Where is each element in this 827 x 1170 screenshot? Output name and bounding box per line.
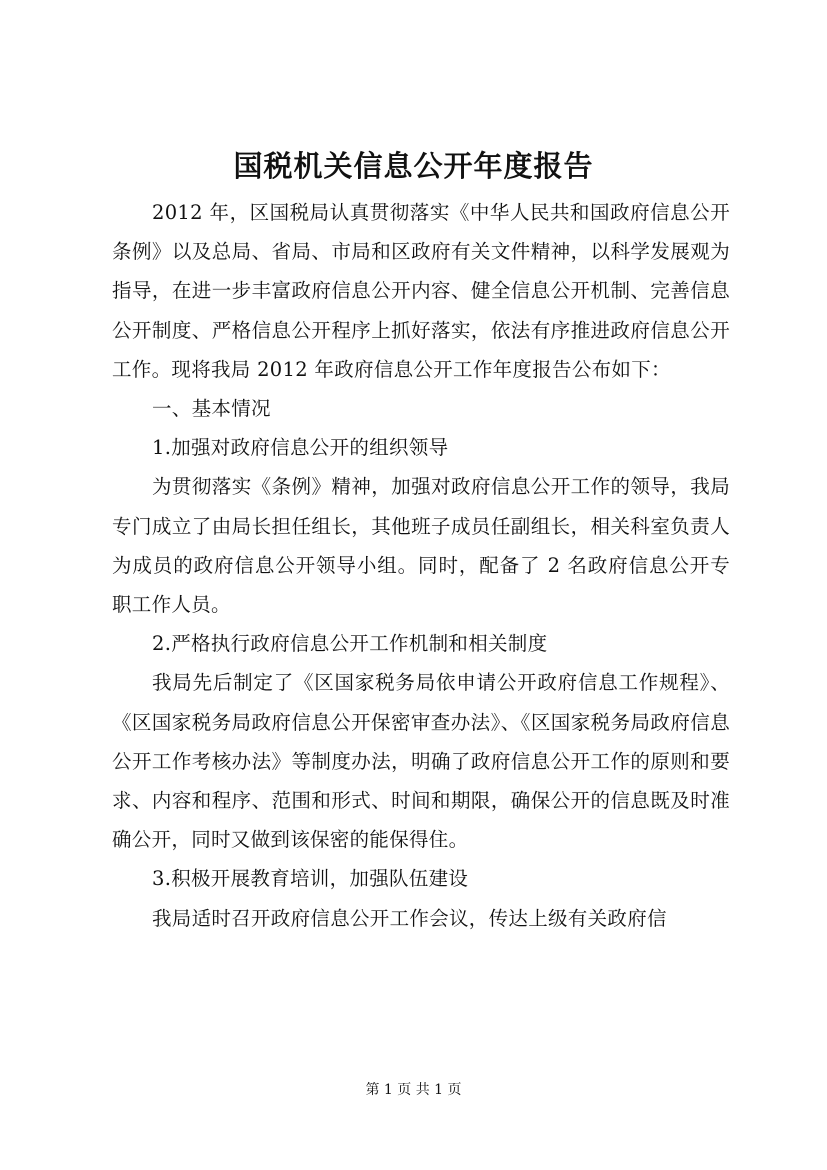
paragraph-organization: 为贯彻落实《条例》精神，加强对政府信息公开工作的领导，我局专门成立了由局长担任组长，其他班子成员任副组长，相关科室负责人为成员的政府信息公开领导小组。同时，配备了 2 名政府信息公开专职工作人员。 bbox=[112, 475, 730, 617]
document-title: 国税机关信息公开年度报告 bbox=[233, 149, 594, 183]
subheading-mechanism: 2.严格执行政府信息公开工作机制和相关制度 bbox=[152, 632, 548, 656]
subheading-organization: 1.加强对政府信息公开的组织领导 bbox=[152, 436, 449, 460]
page-number-footer: 第 1 页 共 1 页 bbox=[365, 1082, 462, 1098]
subheading-training: 3.积极开展教育培训，加强队伍建设 bbox=[152, 867, 469, 891]
section-heading-basic-situation: 一、基本情况 bbox=[152, 397, 271, 421]
paragraph-training: 我局适时召开政府信息公开工作会议，传达上级有关政府信 bbox=[152, 906, 667, 930]
paragraph-mechanism: 我局先后制定了《区国家税务局依申请公开政府信息工作规程》、《区国家税务局政府信息公开保密审查办法》、《区国家税务局政府信息公开工作考核办法》等制度办法，明确了政府信息公开工作的原则和要求、内容和程序、范围和形式、时间和期限，确保公开的信息既及时准确公开，同时又做到该保密的能保得住。 bbox=[112, 671, 730, 852]
document-body bbox=[112, 193, 730, 938]
intro-paragraph: 2012 年，区国税局认真贯彻落实《中华人民共和国政府信息公开条例》以及总局、省局、市局和区政府有关文件精神，以科学发展观为指导，在进一步丰富政府信息公开内容、健全信息公开机制、完善信息公开制度、严格信息公开程序上抓好落实，依法有序推进政府信息公开工作。现将我局 2012 年政府信息公开工作年度报告公布如下： bbox=[112, 201, 730, 381]
